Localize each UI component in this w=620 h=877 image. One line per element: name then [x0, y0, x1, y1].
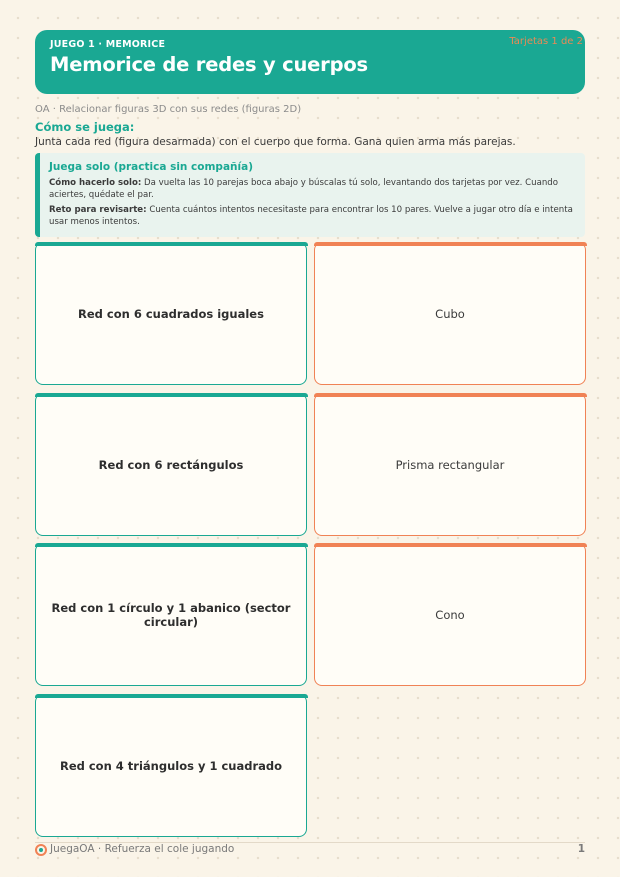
- memory-card-net[interactable]: Red con 6 cuadrados iguales: [35, 242, 307, 385]
- solo-how-text: Da vuelta las 10 parejas boca abajo y búscalas tú solo, levantando dos tarjetas por vez. Cuando aciertes, quédate el par.: [49, 178, 559, 200]
- memory-card-solid[interactable]: Cono: [314, 543, 586, 686]
- memory-card-net[interactable]: Red con 1 círculo y 1 abanico (sector circular): [35, 543, 307, 686]
- header-banner: [35, 30, 585, 94]
- memory-card-solid[interactable]: Cubo: [314, 242, 586, 385]
- game-label: JUEGO 1 · MEMORICE: [50, 39, 166, 50]
- solo-play-box: [35, 153, 585, 237]
- memory-card-net[interactable]: Red con 4 triángulos y 1 cuadrado: [35, 694, 307, 837]
- solo-how: [49, 177, 575, 201]
- solo-challenge: [49, 204, 575, 228]
- how-to-play-title: Cómo se juega:: [35, 120, 135, 134]
- page-tag: Tarjetas 1 de 2: [509, 36, 583, 47]
- solo-title: Juega solo (practica sin compañía): [49, 161, 253, 173]
- solo-challenge-label: Reto para revisarte:: [49, 205, 147, 215]
- learning-objective: OA · Relacionar figuras 3D con sus redes (figuras 2D): [35, 104, 302, 115]
- memory-card-net[interactable]: Red con 6 rectángulos: [35, 393, 307, 536]
- solo-challenge-text: Cuenta cuántos intentos necesitaste para encontrar los 10 pares. Vuelve a jugar otro día e intenta usar menos intentos.: [49, 205, 573, 227]
- target-icon: [35, 844, 47, 856]
- how-to-play-text: Junta cada red (figura desarmada) con el cuerpo que forma. Gana quien arma más parejas.: [35, 136, 516, 148]
- solo-how-label: Cómo hacerlo solo:: [49, 178, 142, 188]
- page-number: 1: [577, 843, 585, 855]
- memory-card-solid[interactable]: Prisma rectangular: [314, 393, 586, 536]
- footer-brand: JuegaOA · Refuerza el cole jugando: [50, 843, 235, 855]
- page-title: Memorice de redes y cuerpos: [50, 53, 368, 76]
